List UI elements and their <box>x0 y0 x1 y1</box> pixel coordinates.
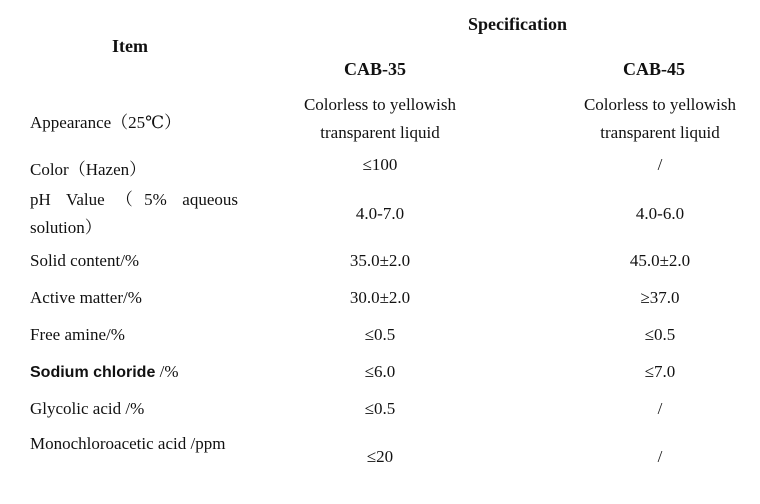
header-item: Item <box>112 36 148 56</box>
row-appearance-cab35: Colorless to yellowish transparent liquid <box>303 95 457 142</box>
row-active-matter-cab35: 30.0±2.0 <box>349 288 411 307</box>
row-ph-cab45: 4.0-6.0 <box>635 204 685 223</box>
row-sodium-chloride-label-bold: Sodium chloride <box>30 364 156 381</box>
row-sodium-chloride-label-suffix: /% <box>155 362 179 381</box>
row-monochloroacetic-acid-cab45: / <box>657 447 663 466</box>
header-cab45: CAB-45 <box>623 59 685 79</box>
row-ph-label: pH Value（5% aqueous solution） <box>30 190 238 237</box>
row-free-amine-cab35: ≤0.5 <box>364 325 396 344</box>
row-solid-content-cab35: 35.0±2.0 <box>349 251 411 270</box>
row-color-cab35: ≤100 <box>362 155 398 174</box>
row-active-matter-cab45: ≥37.0 <box>640 288 680 307</box>
row-glycolic-acid-cab35: ≤0.5 <box>364 399 396 418</box>
row-appearance-cab45: Colorless to yellowish transparent liquid <box>583 95 737 142</box>
row-appearance-label: Appearance（25℃） <box>30 113 182 132</box>
row-monochloroacetic-acid-label: Monochloroacetic acid /ppm <box>30 434 226 453</box>
row-glycolic-acid-cab45: / <box>657 399 663 418</box>
header-cab35: CAB-35 <box>344 59 406 79</box>
row-color-cab45: / <box>657 155 663 174</box>
row-sodium-chloride-label <box>30 362 178 382</box>
row-monochloroacetic-acid-cab35: ≤20 <box>366 447 394 466</box>
row-active-matter-label: Active matter/% <box>30 288 142 307</box>
row-sodium-chloride-cab35: ≤6.0 <box>364 362 396 381</box>
row-solid-content-cab45: 45.0±2.0 <box>629 251 691 270</box>
row-sodium-chloride-cab45: ≤7.0 <box>644 362 676 381</box>
row-glycolic-acid-label: Glycolic acid /% <box>30 399 145 418</box>
header-specification: Specification <box>468 14 567 34</box>
row-color-label: Color（Hazen） <box>30 160 147 179</box>
row-free-amine-cab45: ≤0.5 <box>644 325 676 344</box>
row-free-amine-label: Free amine/% <box>30 325 125 344</box>
row-solid-content-label: Solid content/% <box>30 251 140 270</box>
row-ph-cab35: 4.0-7.0 <box>355 204 405 223</box>
